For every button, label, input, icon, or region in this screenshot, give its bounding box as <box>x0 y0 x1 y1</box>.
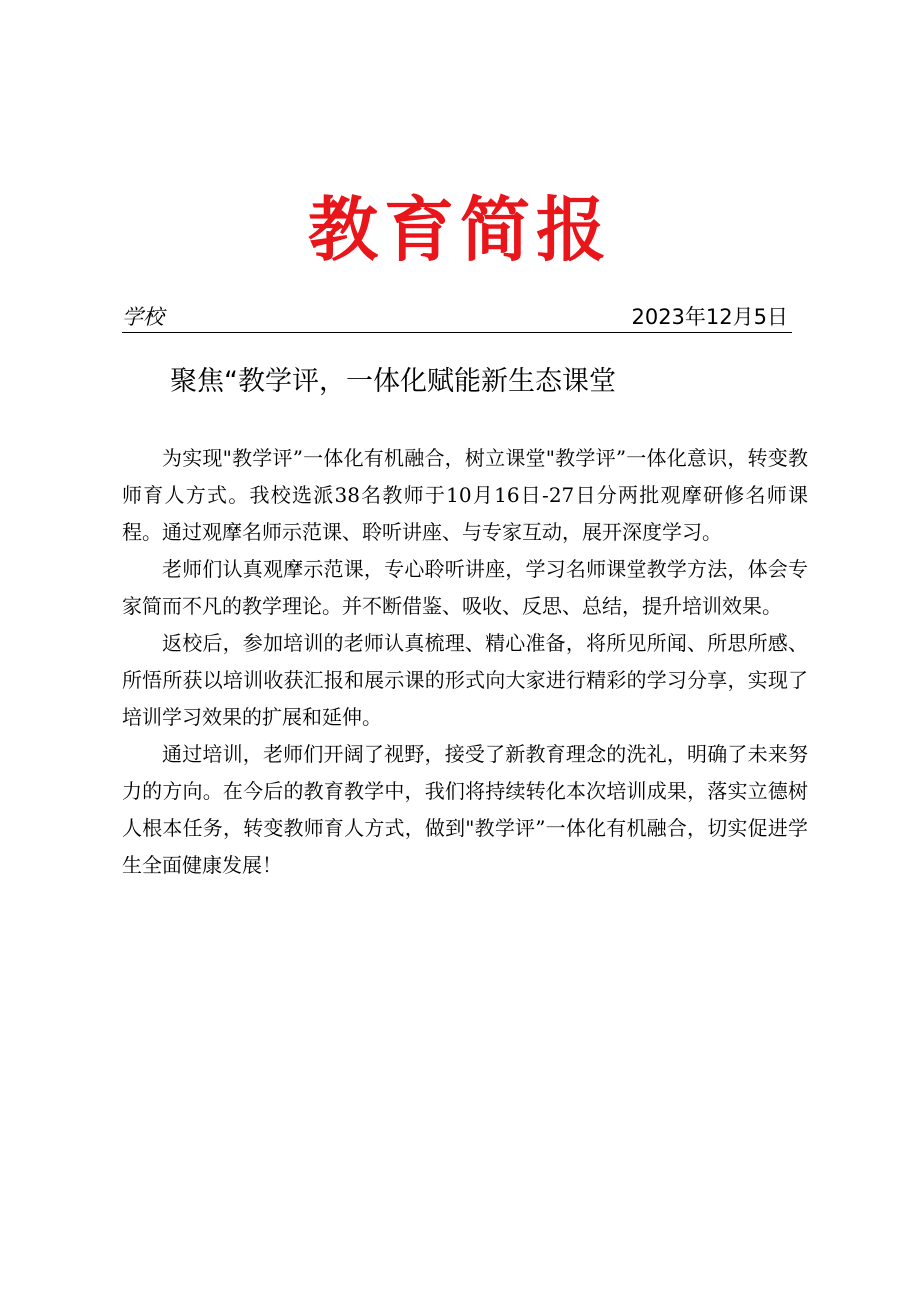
school-label: 学校 <box>122 305 164 329</box>
paragraph-2: 老师们认真观摩示范课，专心聆听讲座，学习名师课堂教学方法，体会专家简而不凡的教学理论。并不断借鉴、吸收、反思、总结，提升培训效果。 <box>122 557 808 618</box>
paragraph-4: 通过培训，老师们开阔了视野，接受了新教育理念的洗礼，明确了未来努力的方向。在今后的教育教学中，我们将持续转化本次培训成果，落实立德树人根本任务，转变教师育人方式，做到"教学评”一体化有机融合，切实促进学生全面健康发展！ <box>122 742 808 877</box>
paragraph-1: 为实现"教学评”一体化有机融合，树立课堂"教学评”一体化意识，转变教师育人方式。我校选派38名教师于10月16日-27日分两批观摩研修名师课程。通过观摩名师示范课、聆听讲座、与专家互动，展开深度学习。 <box>122 446 808 544</box>
meta-row <box>122 302 792 333</box>
issue-date: 2023年12月5日 <box>631 305 788 329</box>
masthead-title: 教育简报 <box>308 188 612 271</box>
paragraph-3: 返校后，参加培训的老师认真梳理、精心准备，将所见所闻、所思所感、所悟所获以培训收获汇报和展示课的形式向大家进行精彩的学习分享，实现了培训学习效果的扩展和延伸。 <box>122 631 808 729</box>
article-body <box>122 440 808 884</box>
article-headline: 聚焦“教学评，一体化赋能新生态课堂 <box>170 366 616 397</box>
